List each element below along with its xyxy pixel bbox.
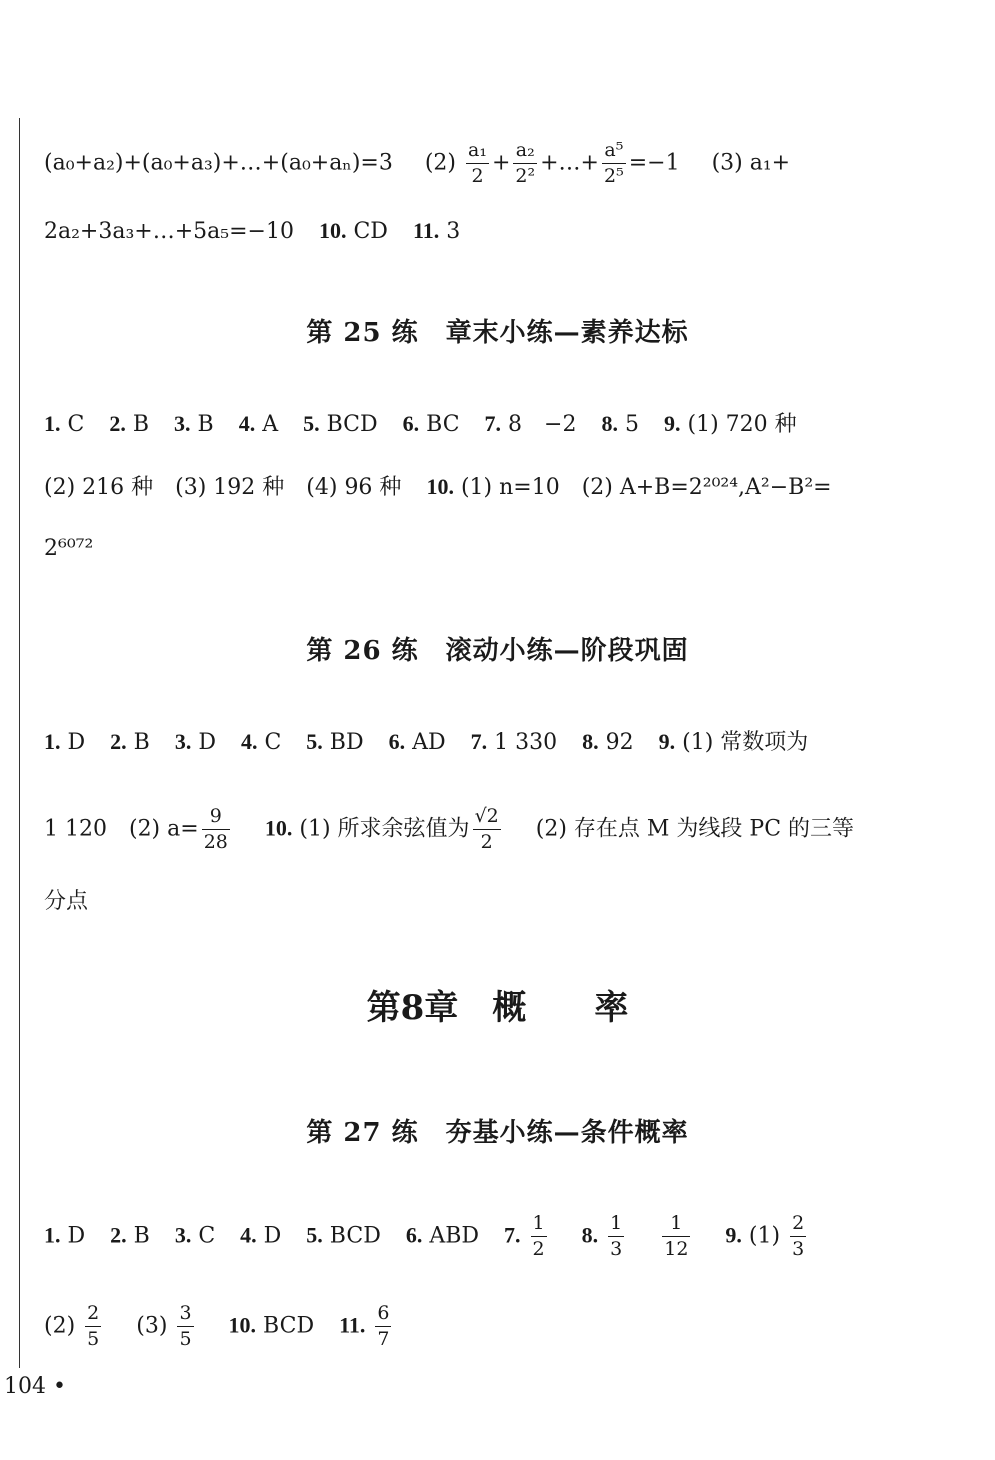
answer-part: (2) bbox=[424, 150, 457, 176]
fraction: $\frac{1}{12}$ bbox=[664, 1212, 689, 1260]
page-number: 104 • bbox=[4, 1374, 66, 1399]
section-heading: 第 27 练 夯基小练—条件概率 bbox=[306, 1118, 689, 1148]
fraction: $\frac{6}{7}$ bbox=[377, 1302, 390, 1350]
answer-line: 分点 bbox=[44, 889, 89, 914]
chapter-heading: 第8章 概 率 bbox=[366, 988, 629, 1028]
fraction: $\frac{\text{a₁}}{2}$ bbox=[468, 139, 487, 187]
answer-line: (2) 216 种 (3) 192 种 (4) 96 种 10. (1) n=10 (2) A+B=2²⁰²⁴,A²−B²= bbox=[44, 474, 832, 500]
answer-line: 1. C 2. B 3. B 4. A 5. BCD 6. BC 7. 8 −2 8. 5 9. (1) 720 种 bbox=[44, 411, 797, 437]
question-number: 10. bbox=[426, 474, 454, 499]
fraction: $\frac{\text{a⁵}}{\text{2⁵}}$ bbox=[604, 139, 624, 187]
fraction: $\frac{9}{28}$ bbox=[203, 805, 228, 853]
answer-line: 2a₂+3a₃+…+5a₅=−10 10. CD 11. 3 bbox=[44, 218, 461, 244]
answer-text: (a₀+a₂)+(a₀+a₃)+…+(a₀+aₙ)=3 bbox=[44, 150, 393, 176]
answer-line: 1. D 2. B 3. D 4. C 5. BD 6. AD 7. 1 330 8. 92 9. (1) 常数项为 bbox=[44, 729, 809, 755]
answer-line: 1. D 2. B 3. C 4. D 5. BCD 6. ABD 7. $\frac{1}{2}$ 8. $\frac{1}{3}$ $\frac{1}{12}$ 9. (1) $\frac{2}{3}$ bbox=[44, 1212, 805, 1260]
question-number: 10. bbox=[318, 218, 347, 243]
fraction: $\frac{2}{5}$ bbox=[87, 1302, 100, 1350]
fraction: $\frac{\text{a₂}}{\text{2²}}$ bbox=[515, 139, 536, 187]
answer-line: (2) $\frac{2}{5}$ (3) $\frac{3}{5}$ 10. BCD 11. $\frac{6}{7}$ bbox=[44, 1302, 390, 1350]
answer-line: (a₀+a₂)+(a₀+a₃)+…+(a₀+aₙ)=3 (2) $\frac{\text{a₁}}{2}$ + $\frac{\text{a₂}}{\text{2²}}$ +…+ $\frac{\text{a⁵}}{\text{2⁵}}$ =−1 (3) a₁+ bbox=[44, 139, 791, 187]
answer-line: 2⁶⁰⁷² bbox=[44, 536, 94, 561]
question-number: 10. bbox=[264, 815, 293, 841]
margin-rule bbox=[19, 118, 20, 1368]
fraction: $\frac{1}{3}$ bbox=[610, 1212, 623, 1260]
fraction: $\frac{1}{2}$ bbox=[532, 1212, 545, 1260]
fraction: $\frac{√2}{2}$ bbox=[474, 805, 499, 853]
section-heading: 第 25 练 章末小练—素养达标 bbox=[306, 318, 689, 348]
answer-part: (3) a₁+ bbox=[711, 150, 791, 176]
fraction: $\frac{2}{3}$ bbox=[792, 1212, 805, 1260]
fraction: $\frac{3}{5}$ bbox=[179, 1302, 192, 1350]
question-number: 11. bbox=[412, 218, 440, 243]
answer-line: 1 120 (2) a= $\frac{9}{28}$ 10. (1) 所求余弦值为 $\frac{√2}{2}$ (2) 存在点 M 为线段 PC 的三等 bbox=[44, 805, 855, 853]
section-heading: 第 26 练 滚动小练—阶段巩固 bbox=[306, 636, 689, 666]
